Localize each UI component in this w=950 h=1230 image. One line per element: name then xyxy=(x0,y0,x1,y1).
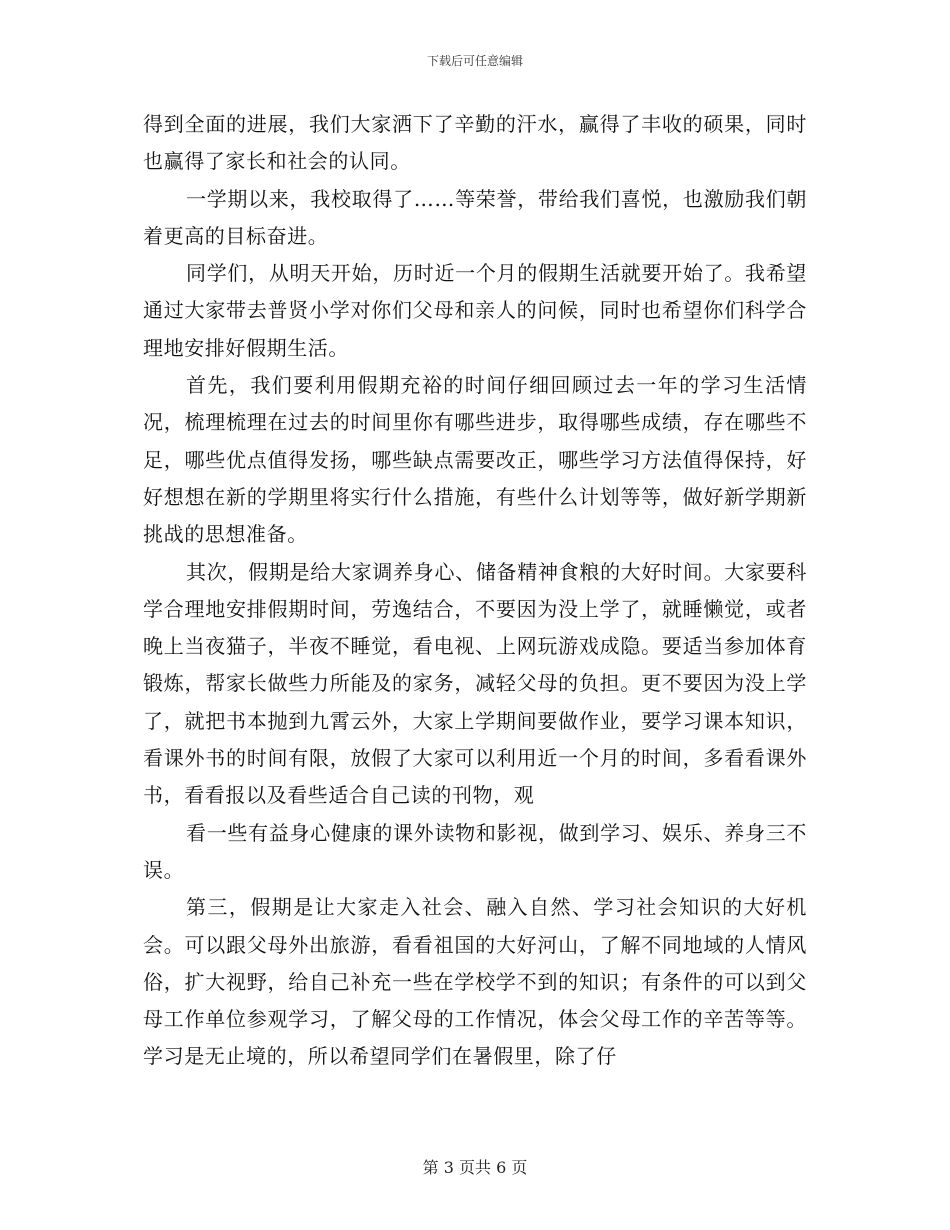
page-number: 第 3 页共 6 页 xyxy=(422,1158,528,1177)
page-header: 下载后可任意编辑 xyxy=(426,54,523,68)
paragraph: 第三，假期是让大家走入社会、融入自然、学习社会知识的大好机会。可以跟父母外出旅游，看看祖国的大好河山，了解不同地域的人情风俗，扩大视野，给自己补充一些在学校学不到的知识；有条件的可以到父母工作单位参观学习，了解父母的工作情况，体会父母工作的辛苦等等。学习是无止境的，所以希望同学们在暑假里，除了仔 xyxy=(143,895,807,1069)
paragraph: 其次，假期是给大家调养身心、储备精神食粮的大好时间。大家要科学合理地安排假期时间，劳逸结合，不要因为没上学了，就睡懒觉，或者晚上当夜猫子，半夜不睡觉，看电视、上网玩游戏成隐。要适当参加体育锻炼，帮家长做些力所能及的家务，减轻父母的负担。更不要因为没上学了，就把书本抛到九霄云外，大家上学期间要做作业，要学习课本知识，看课外书的时间有限，放假了大家可以利用近一个月的时间，多看看课外书，看看报以及看些适合自己读的刊物，观 xyxy=(143,559,807,808)
paragraph: 得到全面的进展，我们大家洒下了辛勤的汗水，赢得了丰收的硕果，同时也赢得了家长和社会的认同。 xyxy=(143,112,807,174)
document-body xyxy=(143,106,807,1076)
paragraph: 同学们，从明天开始，历时近一个月的假期生活就要开始了。我希望通过大家带去普贤小学对你们父母和亲人的问候，同时也希望你们科学合理地安排好假期生活。 xyxy=(143,261,807,360)
paragraph: 首先，我们要利用假期充裕的时间仔细回顾过去一年的学习生活情况，梳理梳理在过去的时间里你有哪些进步，取得哪些成绩，存在哪些不足，哪些优点值得发扬，哪些缺点需要改正，哪些学习方法值得保持，好好想想在新的学期里将实行什么措施，有些什么计划等等，做好新学期新挑战的思想准备。 xyxy=(143,373,807,547)
paragraph: 一学期以来，我校取得了……等荣誉，带给我们喜悦，也激励我们朝着更高的目标奋进。 xyxy=(143,186,807,248)
paragraph: 看一些有益身心健康的课外读物和影视，做到学习、娱乐、养身三不误。 xyxy=(143,820,807,882)
